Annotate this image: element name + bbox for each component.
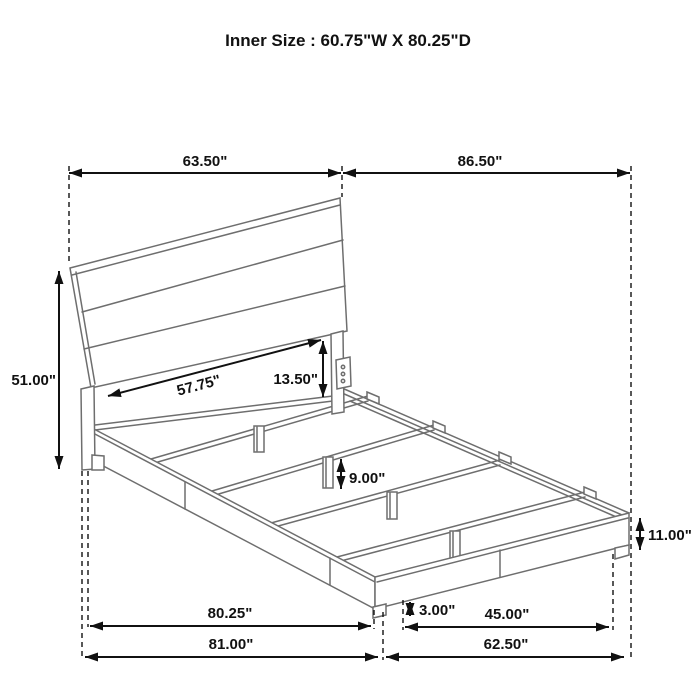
headboard-left-post bbox=[81, 386, 104, 470]
dim-floor-clearance bbox=[410, 602, 455, 619]
dim-label: 11.00" bbox=[648, 527, 692, 544]
post-foot bbox=[92, 455, 104, 470]
dim-headboard-width bbox=[69, 153, 341, 173]
slat-end-cap bbox=[367, 392, 379, 404]
dim-label: 81.00" bbox=[208, 636, 254, 653]
bed-drawing bbox=[70, 198, 629, 618]
dim-label: 62.50" bbox=[483, 636, 529, 653]
dim-frame-length bbox=[343, 153, 630, 173]
slat-end-cap bbox=[433, 421, 445, 433]
dim-label: 57.75" bbox=[175, 371, 223, 400]
headboard-end-rail bbox=[95, 396, 333, 430]
dim-label: 3.00" bbox=[419, 602, 456, 619]
dim-side-rail-height bbox=[640, 518, 692, 550]
dim-label: 86.50" bbox=[457, 153, 503, 170]
far-side-rail bbox=[342, 388, 629, 519]
dim-headboard-height bbox=[11, 271, 59, 469]
headboard bbox=[70, 198, 347, 388]
dim-slat-leg-height bbox=[341, 459, 385, 489]
headboard-panel bbox=[70, 198, 347, 388]
dim-label: 63.50" bbox=[182, 153, 228, 170]
dim-label: 13.50" bbox=[273, 371, 318, 388]
support-leg-1 bbox=[254, 426, 264, 452]
dim-label: 45.00" bbox=[484, 606, 530, 623]
corner-leg-right bbox=[615, 545, 629, 559]
dim-headboard-to-rail-gap bbox=[273, 341, 323, 397]
dim-label: 80.25" bbox=[207, 605, 253, 622]
dim-platform-base-length bbox=[90, 605, 371, 626]
dim-label: 51.00" bbox=[11, 372, 56, 389]
dim-label: 9.00" bbox=[349, 470, 386, 487]
dim-overall-width bbox=[386, 636, 624, 657]
support-leg-4 bbox=[450, 531, 460, 559]
support-leg-2 bbox=[323, 457, 333, 488]
corner-leg-front bbox=[373, 604, 386, 618]
support-leg-3 bbox=[387, 492, 397, 519]
diagram-title: Inner Size : 60.75"W X 80.25"D bbox=[225, 31, 471, 50]
slat-end-cap bbox=[584, 487, 596, 499]
foot-rail bbox=[375, 513, 629, 609]
slat-1 bbox=[151, 392, 379, 464]
dim-overall-length bbox=[85, 636, 378, 657]
